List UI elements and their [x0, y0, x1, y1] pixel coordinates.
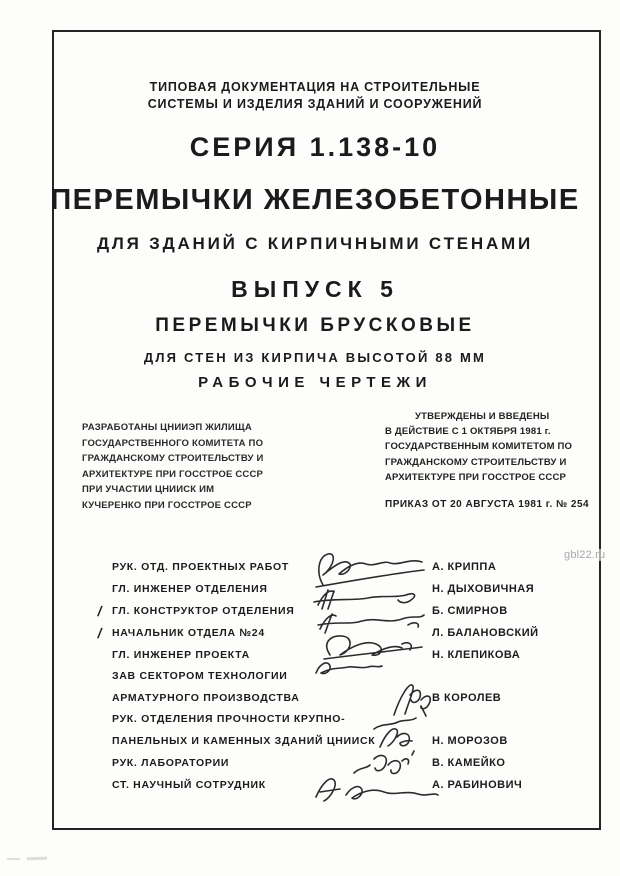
developed-by-line: КУЧЕРЕНКО ПРИ ГОССТРОЕ СССР: [82, 499, 252, 511]
signature-scribble: [318, 614, 424, 633]
developed-by-line: РАЗРАБОТАНЫ ЦНИИЭП ЖИЛИЩА: [82, 422, 252, 433]
signatory-name: Н. МОРОЗОВ: [432, 734, 508, 747]
signatory-name: А. РАБИНОВИЧ: [432, 778, 523, 791]
approved-by-line: ГОСУДАРСТВЕННЫМ КОМИТЕТОМ ПО: [385, 441, 573, 453]
issue-number: ВЫПУСК 5: [231, 276, 399, 302]
signatory-role-line2: АРМАТУРНОГО ПРОИЗВОДСТВА: [112, 691, 300, 704]
signatory-name: Б. СМИРНОВ: [432, 604, 508, 617]
check-slash-mark: /: [96, 603, 104, 619]
approved-by-line: УТВЕРЖДЕНЫ И ВВЕДЕНЫ: [415, 411, 550, 422]
signatory-role: ГЛ. КОНСТРУКТОР ОТДЕЛЕНИЯ: [112, 604, 295, 617]
issue-title: ПЕРЕМЫЧКИ БРУСКОВЫЕ: [155, 315, 475, 336]
doc-kind: РАБОЧИЕ ЧЕРТЕЖИ: [198, 374, 432, 391]
approved-by-line: ГРАЖДАНСКОМУ СТРОИТЕЛЬСТВУ И: [385, 456, 567, 468]
developed-by-line: ПРИ УЧАСТИИ ЦНИИСК ИМ: [82, 484, 215, 496]
doc-type-line1: ТИПОВАЯ ДОКУМЕНТАЦИЯ НА СТРОИТЕЛЬНЫЕ: [149, 80, 481, 94]
check-slash-mark: /: [96, 625, 104, 641]
signature-scribble: [324, 636, 422, 659]
scan-artifact: [7, 858, 20, 860]
signatory-role: РУК. ОТД. ПРОЕКТНЫХ РАБОТ: [112, 560, 290, 573]
signatory-name: Л. БАЛАНОВСКИЙ: [432, 626, 539, 639]
signatory-role: РУК. ЛАБОРАТОРИИ: [112, 756, 230, 769]
signatory-role: ГЛ. ИНЖЕНЕР ОТДЕЛЕНИЯ: [112, 582, 268, 595]
signatory-name: А. КРИППА: [432, 560, 497, 573]
developed-by-line: ГОСУДАРСТВЕННОГО КОМИТЕТА ПО: [82, 437, 264, 449]
signatory-name: Н. КЛЕПИКОВА: [432, 648, 521, 661]
signatory-role: ЗАВ СЕКТОРОМ ТЕХНОЛОГИИ: [112, 670, 288, 682]
signatory-name: Н. ДЫХОВИЧНАЯ: [432, 582, 535, 595]
doc-type-heading: [28, 79, 602, 113]
signatory-role: ГЛ. ИНЖЕНЕР ПРОЕКТА: [112, 648, 250, 661]
approved-by-block: [385, 409, 603, 485]
signatory-name: В КОРОЛЕВ: [432, 691, 502, 704]
doc-type-line2: СИСТЕМЫ И ИЗДЕЛИЯ ЗДАНИЙ И СООРУЖЕНИЙ: [147, 97, 483, 111]
issue-subtitle: ДЛЯ СТЕН ИЗ КИРПИЧА ВЫСОТОЙ 88 ММ: [143, 350, 487, 365]
developed-by-line: ГРАЖДАНСКОМУ СТРОИТЕЛЬСТВУ И: [82, 453, 264, 465]
watermark: gbl22.ru: [564, 549, 606, 561]
signatures-overlay: [290, 545, 450, 810]
signature-scribble: [316, 779, 438, 801]
main-title: ПЕРЕМЫЧКИ ЖЕЛЕЗОБЕТОННЫЕ: [50, 184, 580, 216]
signature-scribble: [316, 663, 382, 674]
approval-order-line: ПРИКАЗ ОТ 20 АВГУСТА 1981 г. № 254: [385, 499, 590, 510]
signatory-role: НАЧАЛЬНИК ОТДЕЛА №24: [112, 626, 265, 639]
signature-scribble: [374, 718, 416, 747]
signatory-role: РУК. ОТДЕЛЕНИЯ ПРОЧНОСТИ КРУПНО-: [112, 713, 346, 725]
signatory-name: В. КАМЕЙКО: [432, 756, 506, 769]
signature-scribble: [354, 751, 414, 774]
signatory-role: СТ. НАУЧНЫЙ СОТРУДНИК: [112, 778, 266, 791]
approved-by-line: АРХИТЕКТУРЕ ПРИ ГОССТРОЕ СССР: [385, 471, 567, 483]
series-title: СЕРИЯ 1.138-10: [189, 132, 441, 162]
main-subtitle: ДЛЯ ЗДАНИЙ С КИРПИЧНЫМИ СТЕНАМИ: [96, 234, 534, 253]
signatory-role-line2: ПАНЕЛЬНЫХ И КАМЕННЫХ ЗДАНИЙ ЦНИИСК: [112, 734, 376, 747]
signature-scribble: [314, 590, 415, 609]
developed-by-line: АРХИТЕКТУРЕ ПРИ ГОССТРОЕ СССР: [82, 468, 264, 480]
scan-artifact: [27, 857, 47, 861]
signature-scribble: [394, 685, 430, 716]
developed-by-block: [82, 420, 297, 514]
approved-by-line: В ДЕЙСТВИЕ С 1 ОКТЯБРЯ 1981 г.: [385, 426, 551, 438]
signature-scribble: [316, 554, 424, 587]
